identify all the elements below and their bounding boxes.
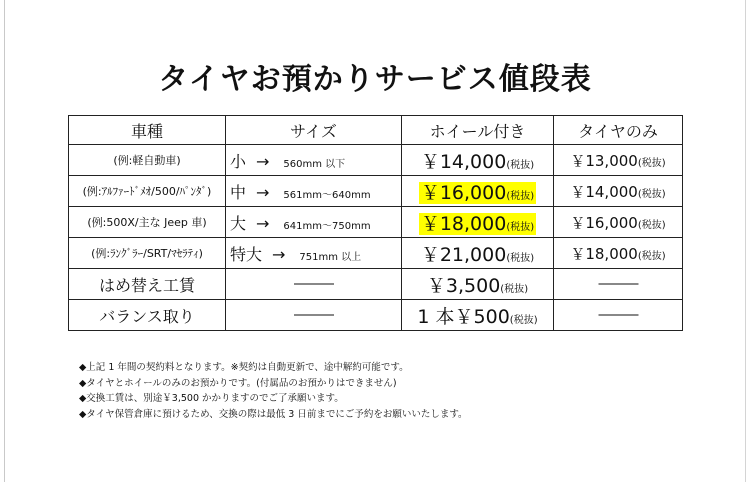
header-size: サイズ	[226, 116, 402, 145]
service-label: はめ替え工賃	[69, 269, 226, 300]
size-cell	[226, 238, 402, 269]
service-price-cell	[402, 269, 554, 300]
arrow-icon: →	[256, 182, 270, 202]
table-row	[69, 145, 683, 176]
size-range: 641mm～750mm	[283, 220, 371, 232]
table-row	[69, 207, 683, 238]
note-line: ◆タイヤ保管倉庫に預けるため、交換の際は最低 3 日前までにご予約をお願いいたします。	[79, 408, 468, 420]
header-with-wheel: ホイール付き	[402, 116, 554, 145]
highlighted-price	[419, 213, 536, 235]
size-label: 特大	[230, 244, 263, 264]
wheel-price: ￥16,000	[420, 181, 507, 204]
size-cell	[226, 176, 402, 207]
tax-note: (税抜)	[506, 190, 535, 202]
size-range: 561mm～640mm	[283, 189, 371, 201]
highlighted-price	[419, 182, 536, 204]
size-dash: ―――	[226, 269, 402, 300]
size-label: 中	[230, 182, 247, 202]
note-line: ◆タイヤとホイールのみのお預かりです。(付属品のお預かりはできません)	[79, 377, 397, 389]
tire-price-cell	[554, 176, 683, 207]
tire-price-cell	[554, 238, 683, 269]
notes	[79, 360, 468, 422]
tire-price-cell	[554, 145, 683, 176]
vehicle-type-cell: (例:ｱﾙﾌｧｰﾄﾞﾒｵ/500/ﾊﾟﾝﾀﾞ)	[69, 176, 226, 207]
tax-note: (税抜)	[506, 159, 535, 171]
price-table	[68, 115, 683, 331]
size-label: 大	[230, 213, 247, 233]
tax-note: (税抜)	[506, 221, 535, 233]
size-range: 751mm 以上	[299, 251, 362, 263]
tax-note: (税抜)	[637, 188, 666, 200]
note-line: ◆交換工賃は、別途￥3,500 かかりますのでご了承願います。	[79, 393, 344, 404]
arrow-icon: →	[272, 244, 286, 264]
wheel-price: ￥18,000	[420, 212, 507, 235]
size-cell	[226, 145, 402, 176]
size-cell	[226, 207, 402, 238]
wheel-price-cell	[402, 176, 554, 207]
service-label: バランス取り	[69, 300, 226, 331]
vehicle-type-cell: (例:軽自動車)	[69, 145, 226, 176]
service-price: 1 本￥500	[417, 305, 510, 328]
tire-price: ￥16,000	[570, 213, 638, 232]
tire-price: ￥18,000	[570, 244, 638, 263]
note-line: ◆上記 1 年間の契約料となります。※契約は自動更新で、途中解約可能です。	[79, 362, 409, 373]
tax-note: (税抜)	[500, 283, 529, 295]
tire-price: ￥13,000	[570, 151, 638, 170]
table-header-row	[69, 116, 683, 145]
table-row	[69, 269, 683, 300]
page-title: タイヤお預かりサービス値段表	[158, 62, 592, 97]
wheel-price-cell	[402, 238, 554, 269]
size-dash: ―――	[226, 300, 402, 331]
table-row	[69, 238, 683, 269]
table-row	[69, 176, 683, 207]
tax-note: (税抜)	[506, 252, 535, 264]
tire-dash: ―――	[554, 269, 683, 300]
vehicle-type-cell: (例:500X/主な Jeep 車)	[69, 207, 226, 238]
wheel-price: ￥14,000	[420, 150, 507, 173]
wheel-price-cell	[402, 145, 554, 176]
tire-price-cell	[554, 207, 683, 238]
header-tire-only: タイヤのみ	[554, 116, 683, 145]
tax-note: (税抜)	[637, 250, 666, 262]
wheel-price: ￥21,000	[420, 243, 507, 266]
tax-note: (税抜)	[509, 314, 538, 326]
service-price-cell	[402, 300, 554, 331]
service-price: ￥3,500	[426, 274, 501, 297]
header-vehicle-type: 車種	[69, 116, 226, 145]
tax-note: (税抜)	[637, 219, 666, 231]
arrow-icon: →	[256, 151, 270, 171]
tire-price: ￥14,000	[570, 182, 638, 201]
size-range: 560mm 以下	[283, 158, 346, 170]
wheel-price-cell	[402, 207, 554, 238]
vehicle-type-cell: (例:ﾗﾝｸﾞﾗｰ/SRT/ﾏｾﾗﾃｨ)	[69, 238, 226, 269]
tire-dash: ―――	[554, 300, 683, 331]
arrow-icon: →	[256, 213, 270, 233]
size-label: 小	[230, 151, 247, 171]
table-row	[69, 300, 683, 331]
tax-note: (税抜)	[637, 157, 666, 169]
